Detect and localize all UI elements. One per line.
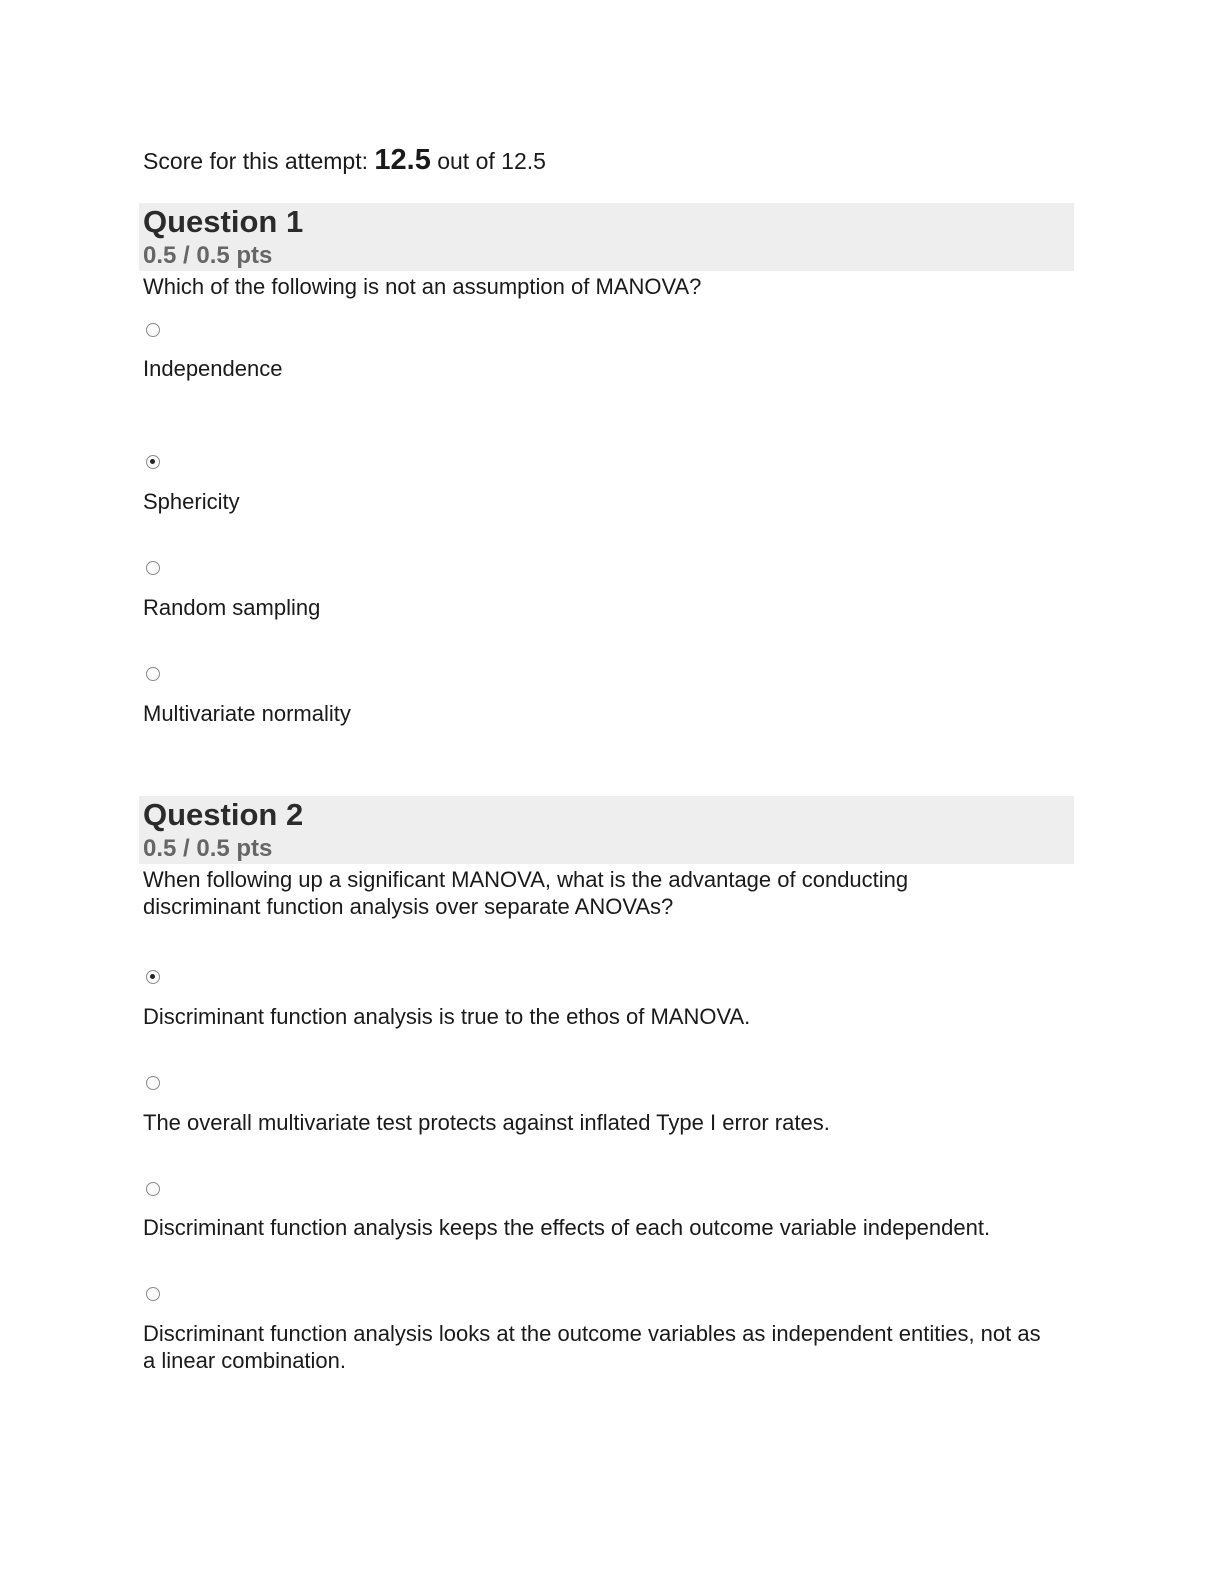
question-2-option-4-radio[interactable] <box>146 1287 160 1301</box>
question-1-option-1-label: Independence <box>143 356 283 381</box>
score-label: Score for this attempt: <box>143 148 368 174</box>
question-2-option-3-label: Discriminant function analysis keeps the effects of each outcome variable independent. <box>143 1215 991 1240</box>
question-1-text: Which of the following is not an assumption of MANOVA? <box>143 274 702 299</box>
question-2-points: 0.5 / 0.5 pts <box>143 835 273 862</box>
question-2-option-3-radio[interactable] <box>146 1182 160 1196</box>
score-suffix: out of 12.5 <box>437 148 546 174</box>
question-2-title: Question 2 <box>143 797 304 832</box>
question-1-option-3-label: Random sampling <box>143 595 321 620</box>
question-2-option-2-radio[interactable] <box>146 1076 160 1090</box>
question-2-option-4-label: Discriminant function analysis looks at the outcome variables as independent entities, not as a linear combination. <box>143 1321 1041 1373</box>
question-1-option-1-radio[interactable] <box>146 323 160 337</box>
question-1-option-4-radio[interactable] <box>146 667 160 681</box>
question-2-option-1-label: Discriminant function analysis is true to the ethos of MANOVA. <box>143 1004 751 1029</box>
question-1-option-2-label: Sphericity <box>143 489 240 514</box>
question-1-option-3-radio[interactable] <box>146 561 160 575</box>
question-1-option-2-radio[interactable] <box>146 455 160 469</box>
score-value: 12.5 <box>374 144 431 176</box>
question-2-option-2-label: The overall multivariate test protects against inflated Type I error rates. <box>143 1110 830 1135</box>
score-summary <box>143 140 546 181</box>
question-1-header <box>139 203 1074 271</box>
question-1-points: 0.5 / 0.5 pts <box>143 242 273 269</box>
question-1-option-4-label: Multivariate normality <box>143 701 351 726</box>
question-2-text: When following up a significant MANOVA, what is the advantage of conducting discriminant function analysis over separate ANOVAs? <box>143 867 909 919</box>
question-2-header <box>139 796 1074 864</box>
question-1-title: Question 1 <box>143 204 304 239</box>
question-2-option-1-radio[interactable] <box>146 970 160 984</box>
